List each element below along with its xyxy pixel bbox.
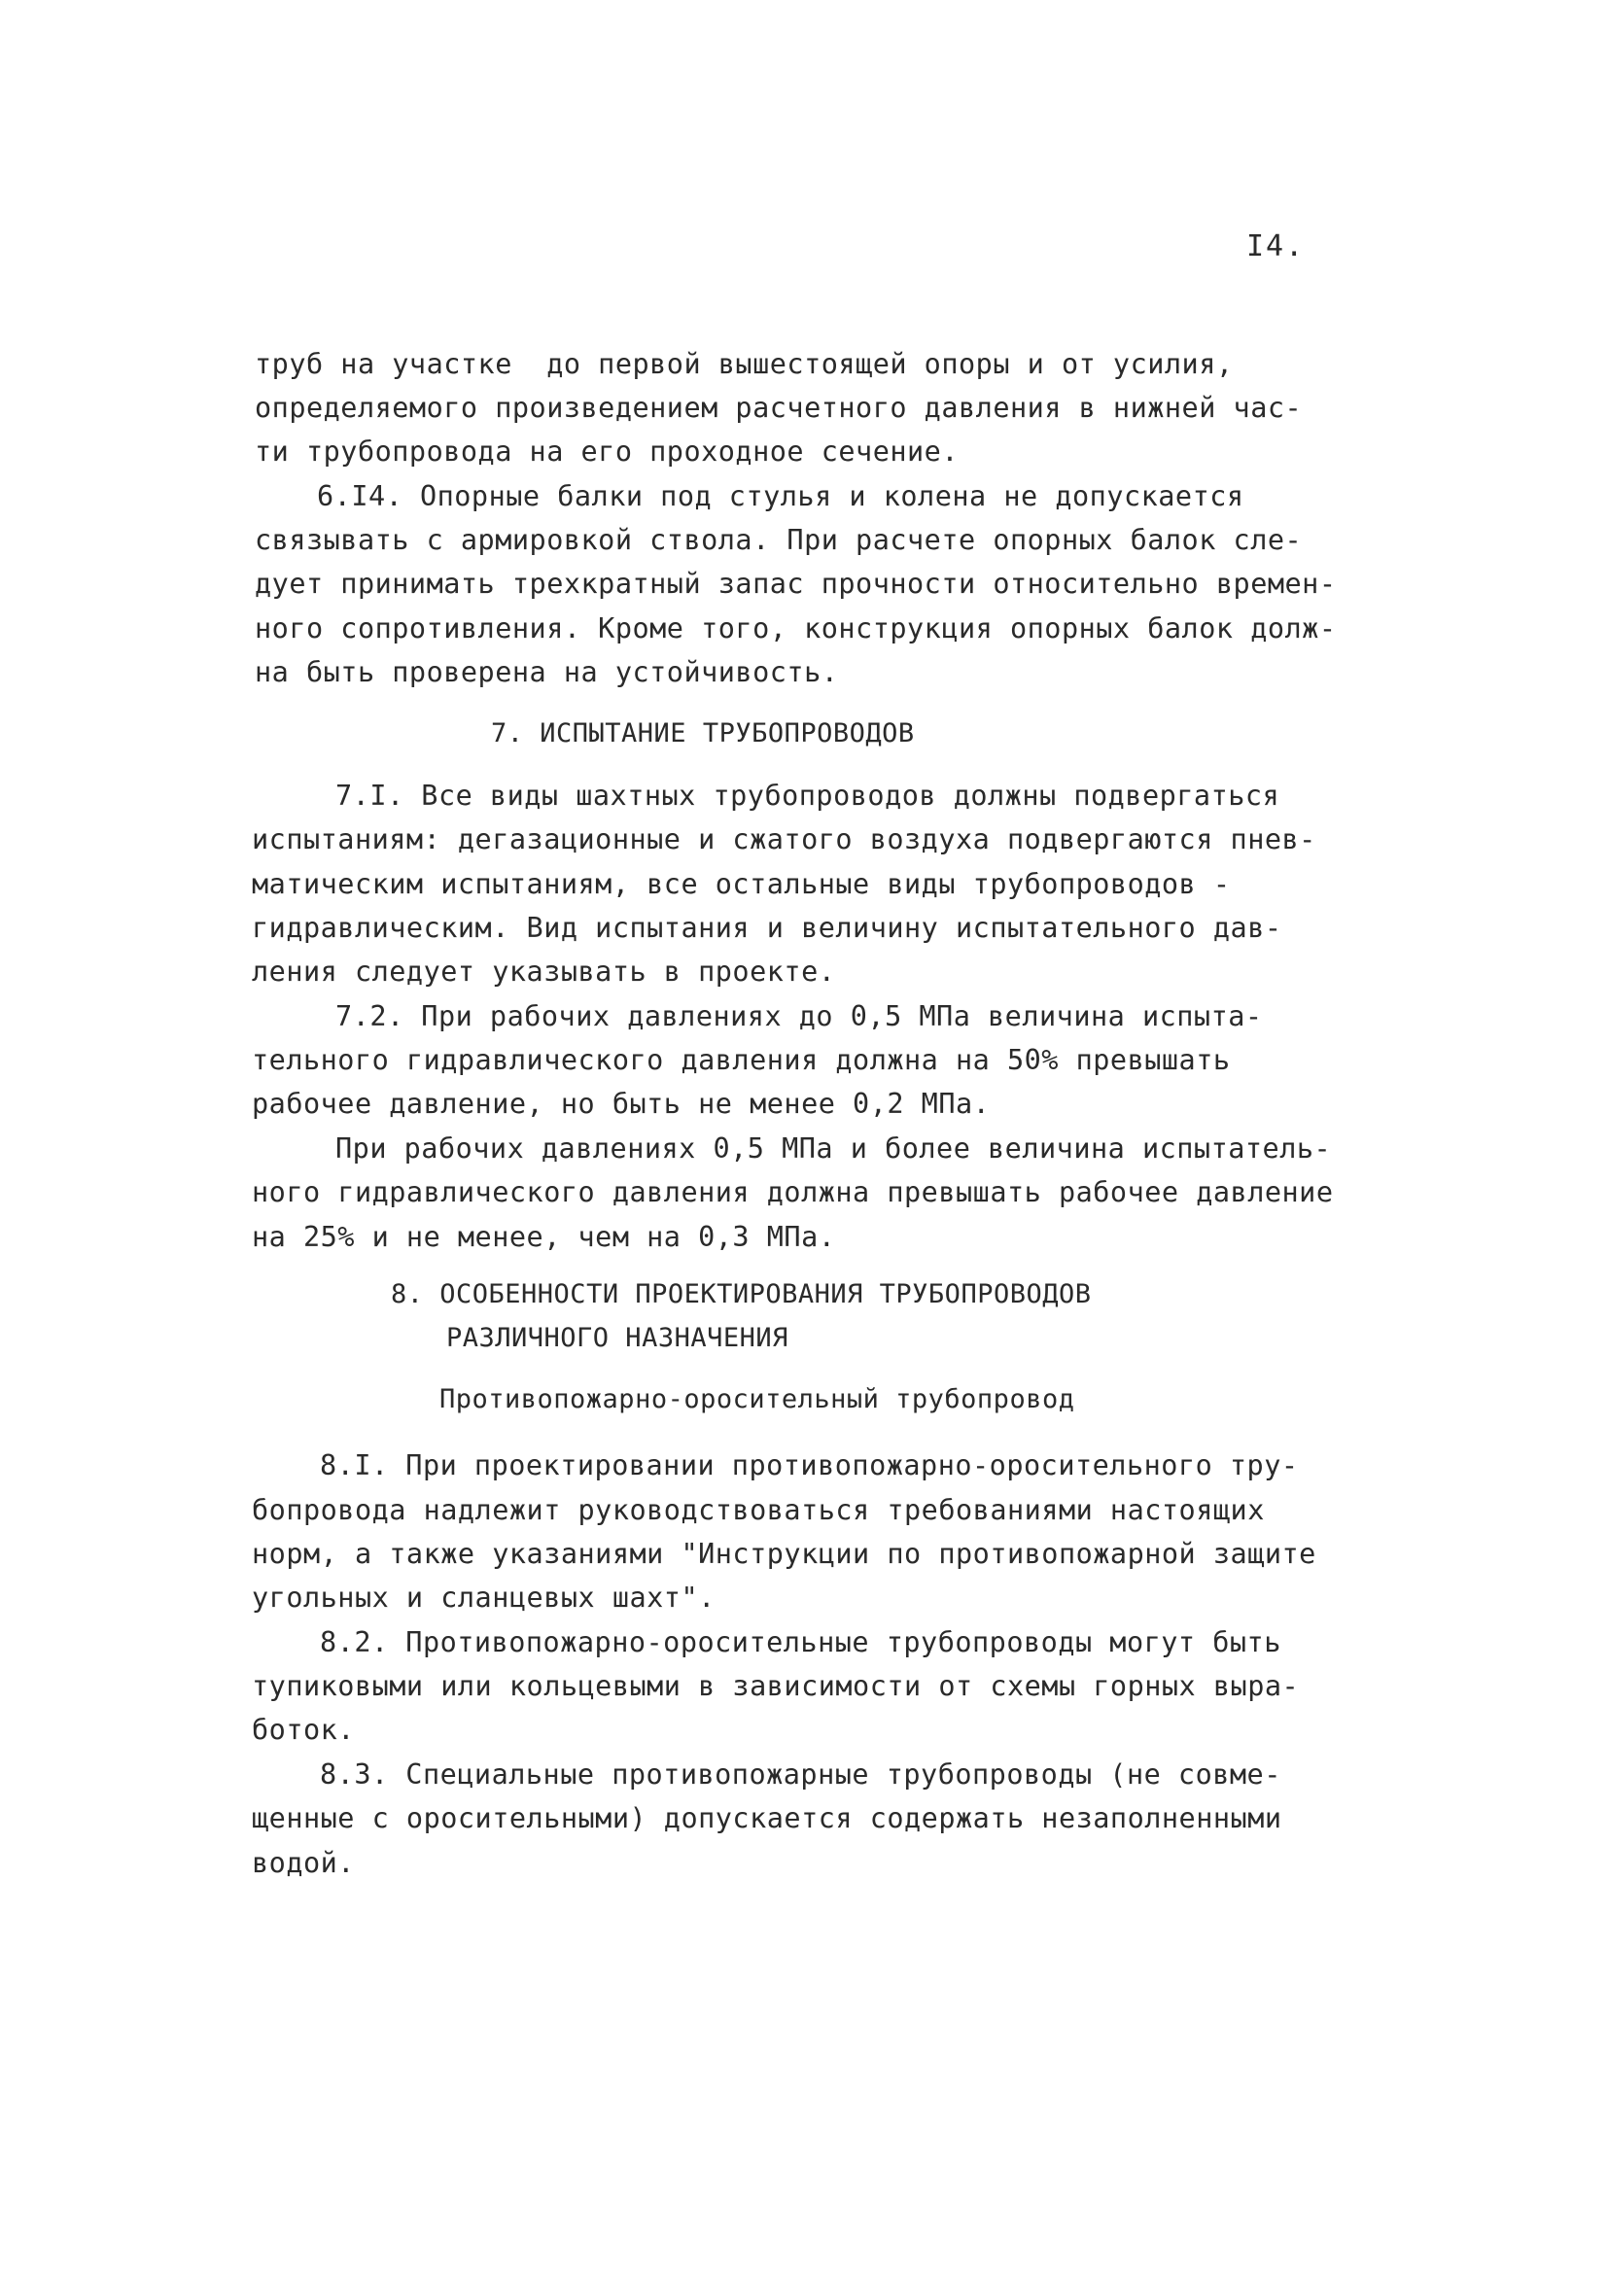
paragraph-line: 8.3. Специальные противопожарные трубопроводы (не совме- xyxy=(320,1758,1281,1791)
paragraph-line: угольных и сланцевых шахт". xyxy=(252,1582,716,1614)
paragraph-line: 8.I. При проектировании противопожарно-оросительного тру- xyxy=(320,1449,1299,1481)
page-number: I4. xyxy=(1246,229,1306,263)
section-8-subheading: Противопожарно-оросительный трубопровод xyxy=(439,1384,1075,1414)
paragraph-line: ного сопротивления. Кроме того, конструкция опорных балок долж- xyxy=(255,612,1337,644)
paragraph-line: щенные с оросительными) допускается содержать незаполненными xyxy=(252,1802,1282,1834)
paragraph-line: тельного гидравлического давления должна на 50% превышать xyxy=(252,1044,1231,1076)
paragraph-line: бопровода надлежит руководствоваться требованиями настоящих xyxy=(252,1494,1265,1526)
paragraph-line: 6.I4. Опорные балки под стулья и колена не допускается xyxy=(317,480,1244,512)
paragraph-line: 7.2. При рабочих давлениях до 0,5 МПа величина испыта- xyxy=(335,1000,1263,1032)
paragraph-line: норм, а также указаниями "Инструкции по противопожарной защите xyxy=(252,1538,1316,1570)
paragraph-line: рабочее давление, но быть не менее 0,2 МПа. xyxy=(252,1088,991,1120)
paragraph-line: определяемого произведением расчетного давления в нижней час- xyxy=(255,392,1303,424)
paragraph-line: дует принимать трехкратный запас прочности относительно времен- xyxy=(255,568,1337,600)
paragraph-line: ного гидравлического давления должна превышать рабочее давление xyxy=(252,1176,1334,1208)
paragraph-line: ления следует указывать в проекте. xyxy=(252,956,836,988)
paragraph-line: тупиковыми или кольцевыми в зависимости от схемы горных выра- xyxy=(252,1670,1300,1702)
section-7-heading: 7. ИСПЫТАНИЕ ТРУБОПРОВОДОВ xyxy=(491,718,915,748)
paragraph-line: 7.I. Все виды шахтных трубопроводов должны подвергаться xyxy=(335,780,1280,812)
paragraph-line: боток. xyxy=(252,1714,355,1746)
section-8-heading: 8. ОСОБЕННОСТИ ПРОЕКТИРОВАНИЯ ТРУБОПРОВОДОВ xyxy=(391,1279,1092,1309)
paragraph-line: ти трубопровода на его проходное сечение. xyxy=(255,435,959,468)
paragraph-line: на 25% и не менее, чем на 0,3 МПа. xyxy=(252,1221,836,1253)
section-8-heading: РАЗЛИЧНОГО НАЗНАЧЕНИЯ xyxy=(446,1323,788,1353)
paragraph-line: 8.2. Противопожарно-оросительные трубопроводы могут быть xyxy=(320,1626,1281,1658)
paragraph-line: водой. xyxy=(252,1847,355,1879)
paragraph-line: связывать с армировкой ствола. При расчете опорных балок сле- xyxy=(255,524,1303,556)
paragraph-line: испытаниям: дегазационные и сжатого воздуха подвергаются пнев- xyxy=(252,823,1316,855)
paragraph-line: на быть проверена на устойчивость. xyxy=(255,656,839,688)
paragraph-line: При рабочих давлениях 0,5 МПа и более величина испытатель- xyxy=(335,1132,1332,1165)
paragraph-line: гидравлическим. Вид испытания и величину испытательного дав- xyxy=(252,912,1282,944)
paragraph-line: матическим испытаниям, все остальные виды трубопроводов - xyxy=(252,868,1231,900)
paragraph-line: труб на участке до первой вышестоящей опоры и от усилия, xyxy=(255,348,1234,380)
